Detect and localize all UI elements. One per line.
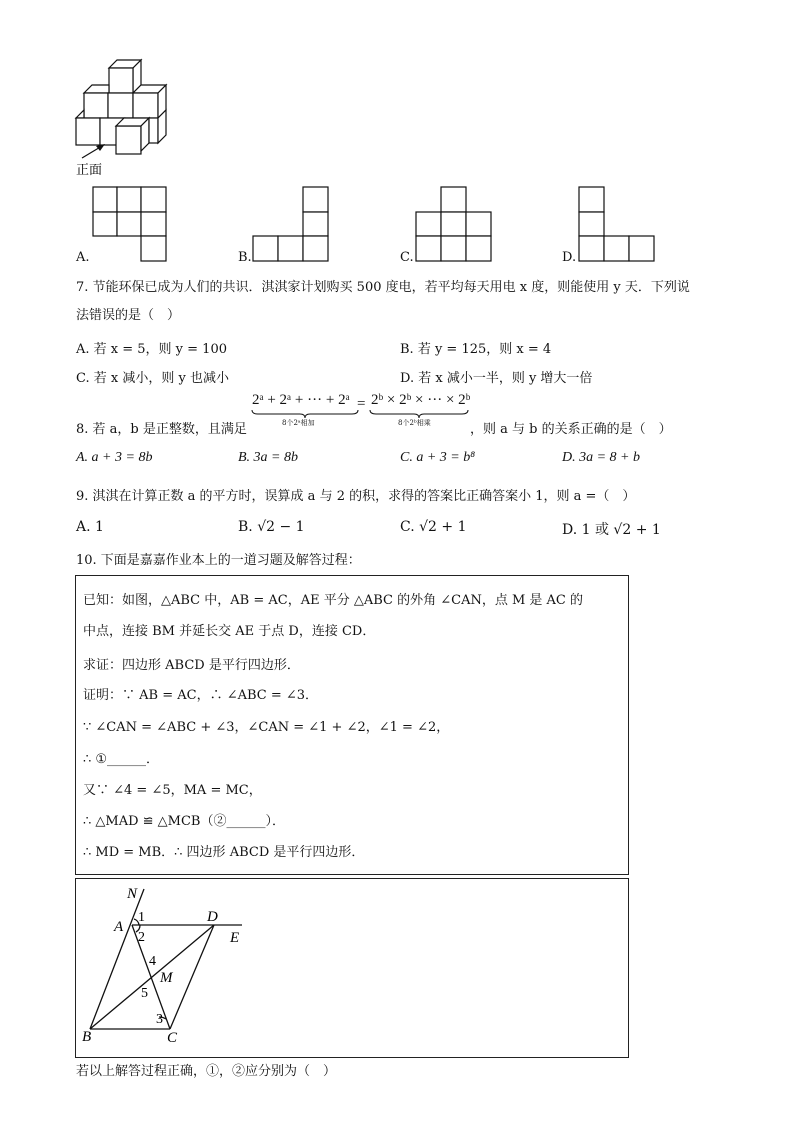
label-M: M (160, 970, 173, 986)
option-d-view (578, 186, 656, 262)
q9-stem: 9. 淇淇在计算正数 a 的平方时，误算成 a 与 2 的积，求得的答案比正确答案小 1，则 a =（ ） (76, 489, 636, 504)
angle-5: 5 (141, 986, 148, 1001)
q8-option-b: B. 3a = 8b (238, 450, 298, 465)
proof-step-2: ∵ ∠CAN = ∠ABC + ∠3，∠CAN = ∠1 + ∠2，∠1 = ∠2， (83, 720, 450, 735)
q9-option-c: C. √2 + 1 (400, 519, 467, 535)
option-b-label: B. (238, 250, 252, 265)
angle-3: 3 (156, 1012, 163, 1027)
parallelogram-figure (76, 879, 628, 1057)
q10-figure-box (75, 878, 629, 1058)
q8-equals: = (357, 396, 366, 412)
proof-goal: 求证：四边形 ABCD 是平行四边形． (83, 658, 300, 673)
proof-step-4: 又∵ ∠4 = ∠5，MA = MC， (83, 783, 262, 798)
q7-option-d: D. 若 x 减小一半，则 y 增大一倍 (400, 371, 593, 386)
q7-option-a: A. 若 x = 5，则 y = 100 (76, 342, 227, 357)
proof-given-line1: 已知：如图，△ABC 中，AB = AC，AE 平分 △ABC 的外角 ∠CAN，点 M 是 AC 的 (83, 593, 584, 608)
label-B: B (82, 1029, 92, 1045)
q7-option-b: B. 若 y = 125，则 x = 4 (400, 342, 552, 357)
label-C: C (167, 1030, 178, 1046)
proof-step-5: ∴ △MAD ≌ △MCB（②______）． (83, 814, 285, 829)
proof-step-3: ∴ ①______． (83, 752, 160, 767)
label-A: A (114, 919, 124, 935)
q9-option-b: B. √2 − 1 (238, 519, 305, 535)
q8-rhs-note: 8个2ᵇ相乘 (398, 419, 431, 427)
option-a-view (92, 186, 168, 262)
cube-stack-figure (72, 58, 172, 176)
angle-4: 4 (149, 954, 156, 969)
proof-step-1: 证明：∵ AB = AC，∴ ∠ABC = ∠3． (83, 688, 319, 703)
q9-option-d: D. 1 或 √2 + 1 (562, 522, 661, 538)
angle-2: 2 (138, 930, 145, 945)
q7-stem-line1: 7. 节能环保已成为人们的共识．淇淇家计划购买 500 度电，若平均每天用电 x 度，则能使用 y 天．下列说 (76, 280, 690, 295)
q10-intro: 10. 下面是嘉嘉作业本上的一道习题及解答过程： (76, 553, 361, 568)
q10-question: 若以上解答过程正确，①，②应分别为（ ） (76, 1064, 337, 1079)
q8-option-c: C. a + 3 = b⁸ (400, 450, 476, 465)
q8-stem-prefix: 8. 若 a，b 是正整数，且满足 (76, 422, 247, 437)
q7-option-c: C. 若 x 减小，则 y 也减小 (76, 371, 229, 386)
front-label: 正面 (76, 162, 103, 176)
proof-conclusion: ∴ MD = MB．∴ 四边形 ABCD 是平行四边形． (83, 845, 365, 860)
option-d-label: D. (562, 250, 577, 265)
q8-lhs-note: 8个2ᵃ相加 (282, 419, 315, 427)
q10-proof-box (75, 575, 629, 875)
q8-stem-suffix: ，则 a 与 b 的关系正确的是（ ） (470, 422, 672, 437)
proof-given-line2: 中点，连接 BM 并延长交 AE 于点 D，连接 CD． (83, 624, 376, 639)
q9-option-a: A. 1 (76, 519, 104, 535)
label-E: E (230, 930, 240, 946)
option-c-label: C. (400, 250, 414, 265)
q8-option-d: D. 3a = 8 + b (562, 450, 641, 465)
option-a-label: A. (76, 250, 90, 265)
q8-rhs-expression: 2ᵇ × 2ᵇ × ··· × 2ᵇ (371, 392, 471, 408)
q8-option-a: A. a + 3 = 8b (76, 450, 153, 465)
label-D: D (207, 909, 218, 925)
q7-stem-line2: 法错误的是（ ） (76, 308, 181, 323)
option-b-view (252, 186, 330, 262)
option-c-view (415, 186, 493, 262)
q8-lhs-expression: 2ᵃ + 2ᵃ + ··· + 2ᵃ (252, 392, 350, 408)
label-N: N (127, 886, 138, 902)
angle-1: 1 (138, 910, 145, 925)
